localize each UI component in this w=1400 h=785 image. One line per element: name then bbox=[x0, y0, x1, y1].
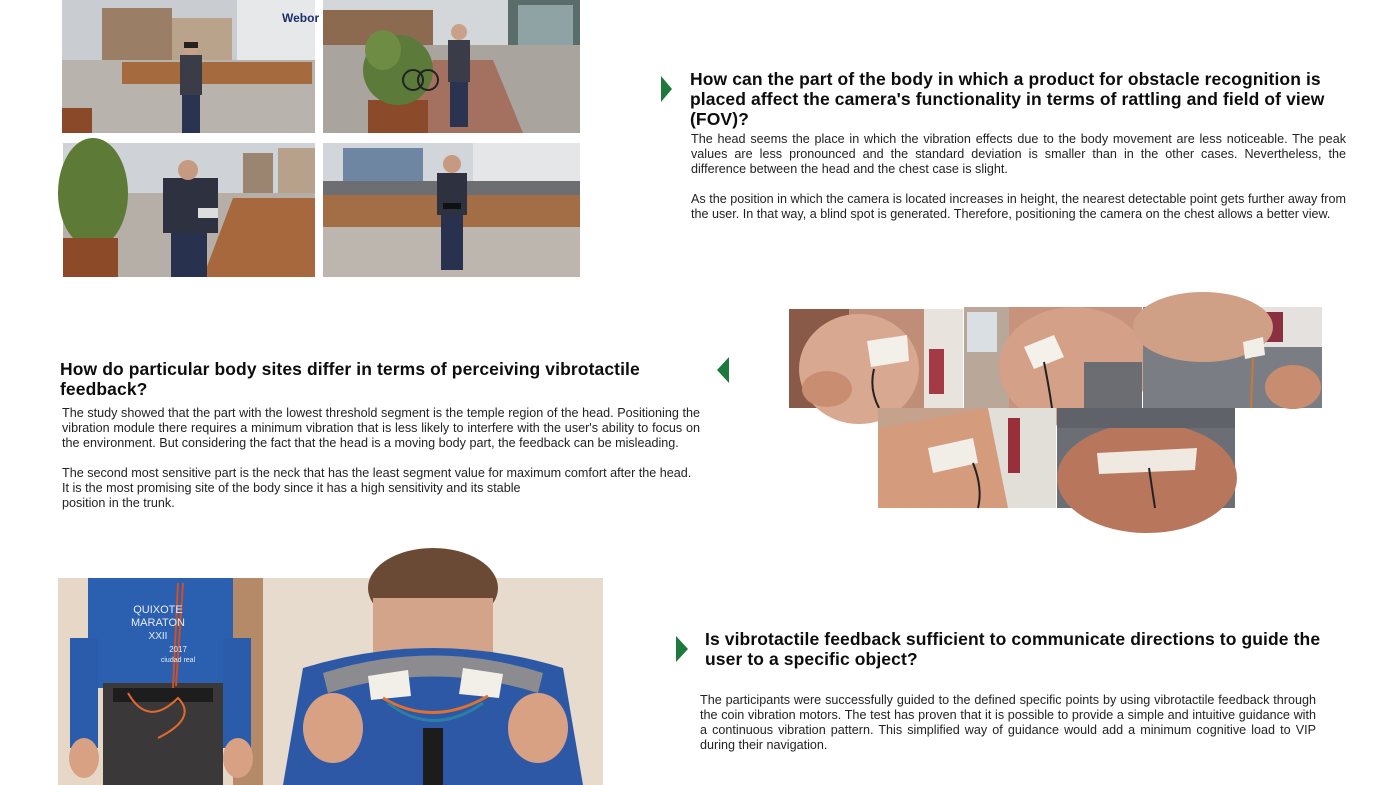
sweater-text-line4: 2017 bbox=[169, 645, 187, 654]
section-3-paragraph: The participants were successfully guided to the defined specific points by using vibrotactile feedback through the coin vibration motors. The test has proven that it is possible to provide a simple and intuitive guidance with a continuous vibration pattern. This simplified way of guidance would add a minimum cognitive load to VIP during their navigation. bbox=[700, 693, 1316, 752]
section-2-paragraph: position in the trunk. bbox=[62, 496, 175, 510]
sweater-text-line2: MARATON bbox=[131, 617, 185, 629]
section-2-question: How do particular body sites differ in terms of perceiving vibrotactile feedback? bbox=[60, 359, 640, 399]
photo-module-neck-side bbox=[964, 307, 1142, 408]
section-3-body bbox=[700, 693, 1316, 753]
sweater-text-line3: XXII bbox=[148, 631, 168, 642]
photo-camera-on-head-street bbox=[62, 0, 320, 133]
photo-module-collarbone bbox=[1143, 307, 1322, 408]
photo-camera-on-chest-street bbox=[323, 143, 580, 277]
photo-module-chest bbox=[1057, 408, 1235, 508]
photo-module-forearm bbox=[878, 408, 1056, 508]
section-3-arrow-icon bbox=[676, 636, 688, 662]
section-2-paragraph: The second most sensitive part is the neck that has the least segment value for maximum comfort after the head. It is the most promising site of the body since it has a high sensitivity and its stable bbox=[62, 466, 692, 495]
section-1-paragraph: As the position in which the camera is located increases in height, the nearest detectable point gets further away from the user. In that way, a blind spot is generated. Therefore, positioning the camera on the chest allows a better view. bbox=[691, 192, 1346, 221]
section-2-arrow-icon bbox=[717, 357, 729, 383]
section-3-question: Is vibrotactile feedback sufficient to communicate directions to guide the user to a specific object? bbox=[705, 629, 1321, 669]
webor-sign-text: Webor bbox=[282, 11, 320, 25]
sweater-text-line1: QUIXOTE bbox=[133, 604, 183, 616]
photo-prototype-neck-closeup bbox=[263, 578, 603, 785]
photo-module-temple bbox=[789, 309, 963, 408]
section-1-question: How can the part of the body in which a product for obstacle recognition is placed affect the camera's functionality in terms of rattling and field of view (FOV)? bbox=[690, 69, 1325, 129]
section-2-body bbox=[62, 406, 700, 511]
section-1-arrow-icon bbox=[661, 76, 672, 102]
section-1-body bbox=[691, 132, 1346, 222]
section-1-paragraph: The head seems the place in which the vibration effects due to the body movement are less noticeable. The peak values are less pronounced and the standard deviation is smaller than in the other cases. Nevertheless, the difference between the head and the chest case is slight. bbox=[691, 132, 1346, 176]
photo-prototype-body bbox=[58, 578, 263, 785]
sweater-text-line5: ciudad real bbox=[160, 657, 196, 664]
section-2-paragraph: The study showed that the part with the lowest threshold segment is the temple region of the head. Positioning the vibration module there requires a minimum vibration that is less likely to interfere with the user's ability to focus on the environment. But considering the fact that the head is a moving body part, the feedback can be misleading. bbox=[62, 406, 700, 450]
photo-camera-handheld-planters bbox=[63, 143, 315, 277]
photo-camera-handheld-street bbox=[323, 0, 580, 133]
